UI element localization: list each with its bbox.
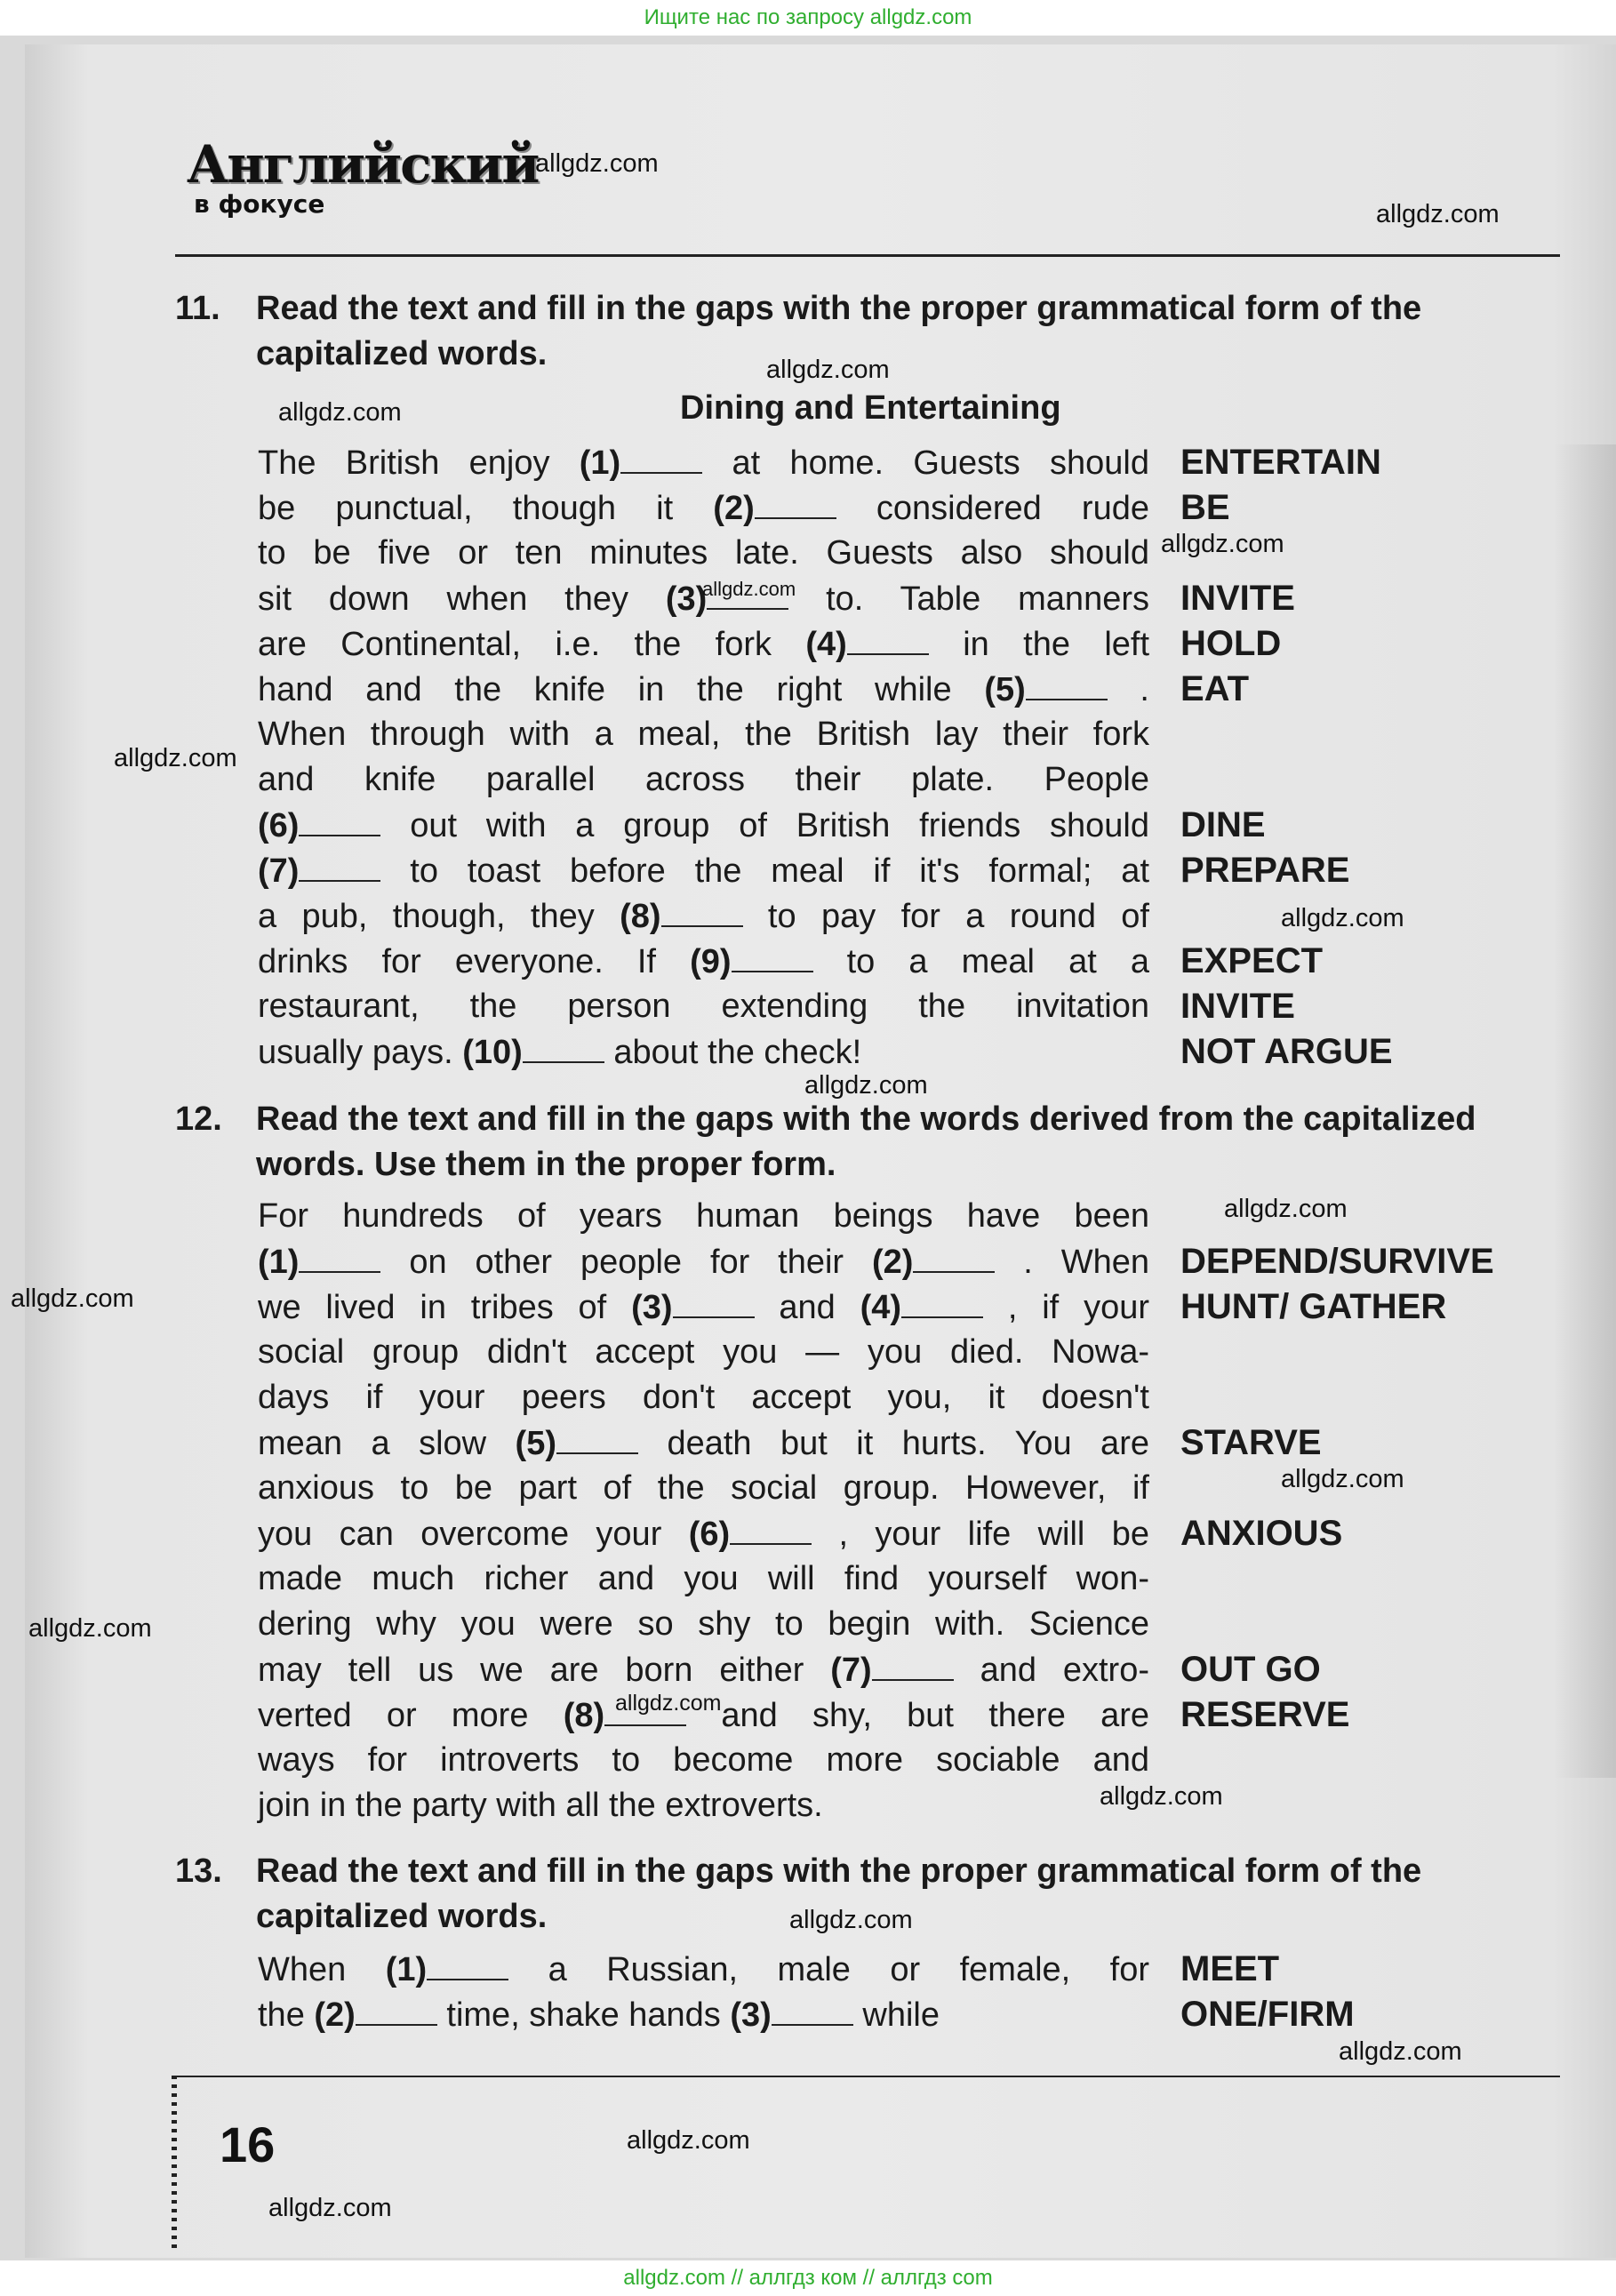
fill-in-blank[interactable] xyxy=(620,440,702,474)
watermark[interactable]: allgdz.com xyxy=(1100,1782,1223,1811)
text-line: When (1) a Russian, male or female, for xyxy=(258,1947,1149,1992)
gap-number: (8) xyxy=(563,1697,605,1734)
watermark[interactable]: allgdz.com xyxy=(535,149,659,178)
watermark[interactable]: allgdz.com xyxy=(1161,530,1284,558)
watermark[interactable]: allgdz.com xyxy=(278,398,402,427)
text-line: dering why you were so shy to begin with. Science xyxy=(258,1605,1149,1643)
text-line: we lived in tribes of (3) and (4) , if your xyxy=(258,1284,1149,1330)
gap-number: (1) xyxy=(579,444,621,482)
capitalized-word: DEPEND/SURVIVE xyxy=(1180,1242,1494,1281)
capitalized-word: PREPARE xyxy=(1180,851,1350,890)
fill-in-blank[interactable] xyxy=(872,1647,954,1681)
fill-in-blank[interactable] xyxy=(673,1284,755,1318)
fill-in-blank[interactable] xyxy=(730,1511,812,1545)
text-line: join in the party with all the extroverts. xyxy=(258,1787,823,1824)
fill-in-blank[interactable] xyxy=(901,1284,983,1318)
watermark[interactable]: allgdz.com xyxy=(702,578,796,600)
text-line: mean a slow (5) death but it hurts. You are xyxy=(258,1420,1149,1466)
top-banner[interactable]: Ищите нас по запросу allgdz.com xyxy=(0,0,1616,36)
text-line: verted or more (8) and shy, but there are xyxy=(258,1692,1149,1738)
fill-in-blank[interactable] xyxy=(556,1420,638,1454)
text-line: When through with a meal, the British lay their fork xyxy=(258,716,1149,753)
fill-in-blank[interactable] xyxy=(772,1992,853,2026)
gap-number: (2) xyxy=(713,490,755,527)
capitalized-word: RESERVE xyxy=(1180,1695,1350,1734)
text-line: be punctual, though it (2) considered rude xyxy=(258,485,1149,531)
page-number: 16 xyxy=(220,2116,276,2172)
text-line: hand and the knife in the right while (5) . xyxy=(258,667,1149,712)
binding-dots xyxy=(172,2076,177,2253)
gap-number: (2) xyxy=(871,1244,914,1281)
bottom-banner[interactable]: allgdz.com // аллгдз ком // аллгдз com xyxy=(0,2260,1616,2296)
gap-number: (6) xyxy=(258,807,300,844)
watermark[interactable]: allgdz.com xyxy=(1339,2037,1462,2066)
fill-in-blank[interactable] xyxy=(299,1239,380,1273)
fill-in-blank[interactable] xyxy=(427,1947,508,1980)
capitalized-word: MEET xyxy=(1180,1949,1280,1988)
fill-in-blank[interactable] xyxy=(913,1239,995,1273)
watermark[interactable]: allgdz.com xyxy=(804,1071,928,1100)
gap-number: (2) xyxy=(314,1996,356,2034)
text-title: Dining and Entertaining xyxy=(680,389,1061,427)
gap-number: (3) xyxy=(631,1289,673,1326)
exercise-number: 13. xyxy=(175,1852,222,1890)
capitalized-word: OUT GO xyxy=(1180,1650,1321,1689)
capitalized-word: DINE xyxy=(1180,805,1266,844)
text-line: The British enjoy (1) at home. Guests should xyxy=(258,440,1149,485)
text-line: to be five or ten minutes late. Guests also should xyxy=(258,534,1149,572)
exercise-number: 11. xyxy=(175,290,220,327)
text-line: may tell us we are born either (7) and extro- xyxy=(258,1647,1149,1692)
text-line: (1) on other people for their (2) . When xyxy=(258,1239,1149,1284)
gap-number: (5) xyxy=(984,671,1026,708)
text-line: made much richer and you will find yourself won- xyxy=(258,1560,1149,1597)
gap-number: (1) xyxy=(258,1244,300,1281)
capitalized-word: BE xyxy=(1180,488,1230,527)
fill-in-blank[interactable] xyxy=(299,803,380,836)
text-line: days if your peers don't accept you, it doesn't xyxy=(258,1379,1149,1416)
header-rule xyxy=(175,254,1560,257)
capitalized-word: ANXIOUS xyxy=(1180,1514,1343,1553)
capitalized-word: INVITE xyxy=(1180,579,1295,618)
text-line: the (2) time, shake hands (3) while xyxy=(258,1992,1149,2037)
gap-number: (6) xyxy=(688,1516,731,1553)
fill-in-blank[interactable] xyxy=(299,848,380,882)
text-line: (6) out with a group of British friends should xyxy=(258,803,1149,848)
text-line: and knife parallel across their plate. People xyxy=(258,761,1149,798)
gap-number: (3) xyxy=(730,1996,772,2034)
capitalized-word: HOLD xyxy=(1180,624,1282,663)
exercise-instruction: Read the text and fill in the gaps with the proper grammatical form of the capitalized words. xyxy=(256,290,1422,372)
text-line: social group didn't accept you — you died. Nowa- xyxy=(258,1333,1149,1371)
footer-rule xyxy=(175,2076,1560,2077)
watermark[interactable]: allgdz.com xyxy=(1224,1195,1348,1223)
fill-in-blank[interactable] xyxy=(732,939,813,972)
capitalized-word: STARVE xyxy=(1180,1423,1322,1462)
text-line: are Continental, i.e. the fork (4) in the left xyxy=(258,621,1149,667)
gap-number: (7) xyxy=(830,1652,872,1689)
fill-in-blank[interactable] xyxy=(356,1992,437,2026)
gap-number: (4) xyxy=(805,626,847,663)
exercise-instruction: Read the text and fill in the gaps with the proper grammatical form of the capitalized words. xyxy=(256,1852,1422,1935)
gap-number: (7) xyxy=(258,852,300,890)
fill-in-blank[interactable] xyxy=(1026,667,1108,700)
exercise-11-text xyxy=(258,440,1149,1075)
watermark[interactable]: allgdz.com xyxy=(1376,200,1500,228)
capitalized-word: INVITE xyxy=(1180,987,1295,1026)
text-line: For hundreds of years human beings have been xyxy=(258,1197,1149,1235)
text-line: anxious to be part of the social group. However, if xyxy=(258,1469,1149,1507)
capitalized-word: EXPECT xyxy=(1180,941,1324,980)
logo-subtitle: в фокусе xyxy=(194,189,325,219)
gap-number: (3) xyxy=(665,580,708,618)
capitalized-word: ONE/FIRM xyxy=(1180,1995,1355,2034)
text-line: (7) to toast before the meal if it's formal; at xyxy=(258,848,1149,893)
gap-number: (8) xyxy=(620,898,661,935)
watermark[interactable]: allgdz.com xyxy=(11,1284,134,1313)
text-line: ways for introverts to become more sociable and xyxy=(258,1741,1149,1779)
watermark[interactable]: allgdz.com xyxy=(114,744,237,772)
capitalized-word: ENTERTAIN xyxy=(1180,443,1381,482)
text-line: restaurant, the person extending the invitation xyxy=(258,988,1149,1025)
watermark[interactable]: allgdz.com xyxy=(268,2194,392,2222)
exercise-13-text xyxy=(258,1947,1149,2037)
gap-number: (1) xyxy=(385,1951,428,1988)
gap-number: (5) xyxy=(515,1425,556,1462)
fill-in-blank[interactable] xyxy=(755,485,836,519)
watermark[interactable]: allgdz.com xyxy=(789,1906,913,1934)
exercise-12-heading xyxy=(175,1097,1562,1188)
watermark[interactable]: allgdz.com xyxy=(1281,904,1404,932)
text-line: drinks for everyone. If (9) to a meal at a xyxy=(258,939,1149,984)
logo-title: Английский xyxy=(187,134,539,195)
gap-number: (10) xyxy=(462,1034,523,1071)
watermark[interactable]: allgdz.com xyxy=(627,2126,750,2155)
exercise-number: 12. xyxy=(175,1100,222,1138)
page-edge-shadow xyxy=(1554,444,1616,1778)
watermark[interactable]: allgdz.com xyxy=(28,1614,152,1643)
exercise-12-text xyxy=(258,1194,1149,1828)
capitalized-word: HUNT/ GATHER xyxy=(1180,1287,1447,1326)
watermark[interactable]: allgdz.com xyxy=(766,356,890,384)
fill-in-blank[interactable] xyxy=(523,1029,604,1063)
gap-number: (9) xyxy=(690,943,732,980)
text-line: sit down when they (3) to. Table manners xyxy=(258,576,1149,621)
exercise-instruction: Read the text and fill in the gaps with the words derived from the capitalized words. Use them in the proper form. xyxy=(256,1100,1476,1183)
gap-number: (4) xyxy=(860,1289,902,1326)
watermark[interactable]: allgdz.com xyxy=(615,1691,722,1716)
book-logo xyxy=(187,134,539,219)
text-line: you can overcome your (6) , your life will be xyxy=(258,1511,1149,1556)
capitalized-word: NOT ARGUE xyxy=(1180,1032,1393,1071)
fill-in-blank[interactable] xyxy=(847,621,929,655)
fill-in-blank[interactable] xyxy=(661,893,743,927)
text-line: usually pays. (10) about the check! xyxy=(258,1029,1149,1075)
watermark[interactable]: allgdz.com xyxy=(1281,1465,1404,1493)
capitalized-word: EAT xyxy=(1180,669,1250,708)
text-line: a pub, though, they (8) to pay for a round of xyxy=(258,893,1149,939)
